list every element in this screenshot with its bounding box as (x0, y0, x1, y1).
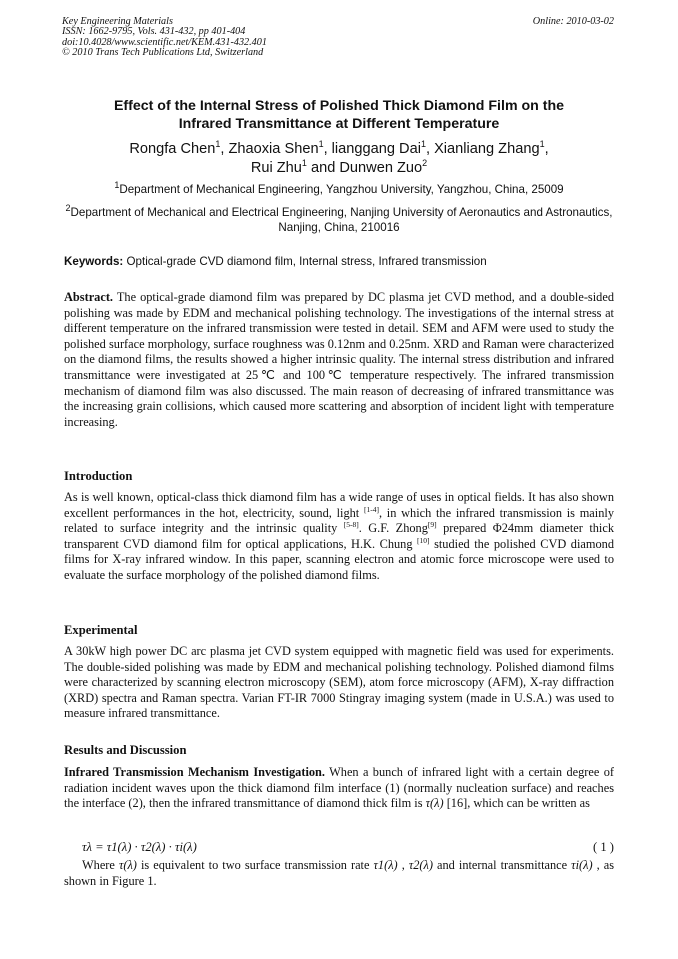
copyright-line: © 2010 Trans Tech Publications Ltd, Switzerland (62, 47, 264, 59)
author-affil-mark: 1 (318, 139, 324, 150)
affiliation-mark: 1 (114, 180, 120, 191)
experimental-paragraph: A 30kW high power DC arc plasma jet CVD system equipped with magnetic field was used for experiments. The double-sided polishing was made by EDM and mechanical polishing technology. Polished diamond films were characterized by scanning electron microscopy (SEM), atom force microscopy (AFM), X-ray diffraction (XRD) spectra and Raman spectra. Varian FT-IR 7000 Stingray imaging system (made in U.S.A.) was used to measure infrared transmittance. (64, 644, 614, 721)
affiliation-text: Department of Mechanical and Electrical Engineering, Nanjing University of Aeronautics and Astronautics, Nanjing, China, 210016 (70, 206, 613, 234)
where-text: , as shown in Figure 1. (64, 858, 615, 888)
author-affil-mark: 1 (301, 158, 307, 169)
author-name: , Zhaoxia Shen (220, 141, 319, 157)
title-line-2: Infrared Transmittance at Different Temperature (178, 116, 500, 132)
section-heading-experimental: Experimental (64, 623, 138, 637)
author-name: Rui Zhu (250, 160, 302, 176)
author-name: , Xianliang Zhang (425, 141, 540, 157)
math-symbol: τ2(λ) (408, 858, 433, 872)
author-affil-mark: 1 (539, 139, 545, 150)
author-separator: , (544, 141, 549, 157)
equation-1 (82, 839, 614, 855)
doi-line: doi:10.4028/www.scientific.net/KEM.431-432.401 (62, 36, 267, 48)
intro-text: prepared Φ24mm diameter thick transparent CVD diamond film for optical applications, H.K. Chung (64, 521, 614, 551)
math-symbol: τ1(λ) (373, 858, 398, 872)
author-name: , lianggang Dai (323, 141, 421, 157)
author-affil-mark: 1 (215, 139, 221, 150)
affiliation-2 (60, 203, 618, 235)
where-paragraph (64, 858, 614, 889)
keywords-label: Keywords: (64, 255, 124, 268)
where-text: and internal transmittance (433, 858, 572, 872)
affiliation-text: Department of Mechanical Engineering, Yangzhou University, Yangzhou, China, 25009 (119, 183, 564, 196)
intro-text: . G.F. Zhong (358, 521, 428, 536)
math-symbol: τ(λ) (425, 796, 444, 811)
section-heading-results: Results and Discussion (64, 743, 187, 757)
runin-heading: Infrared Transmission Mechanism Investigation. (64, 765, 325, 779)
results-text: [16], which can be written as (443, 796, 590, 811)
affiliation-mark: 2 (65, 203, 71, 214)
online-date: Online: 2010-03-02 (532, 16, 614, 27)
math-symbol: τi(λ) (571, 858, 593, 872)
where-text: , (397, 858, 409, 872)
introduction-paragraph (64, 490, 614, 584)
section-heading-introduction: Introduction (64, 469, 133, 483)
abstract (64, 290, 614, 430)
author-line-1 (60, 140, 618, 159)
intro-text: , in which the infrared transmission is mainly related to surface integrity and the intrinsic quality (64, 505, 614, 536)
where-text: is equivalent to two surface transmission rate (136, 858, 374, 872)
abstract-text: The optical-grade diamond film was prepared by DC plasma jet CVD method, and a double-sided polishing was made by EDM and mechanical polishing technology. The investigations of the internal stress at different temperature on the infrared transmission were tested in detail. SEM and AFM were used to study the polished surface morphology, surface roughness was 0.12nm and 0.25nm. XRD and Raman were characterized on the diamond films, the results showed a higher intrinsic quality. The internal stress distribution and infrared transmittance were investigated at 25℃ and 100℃ temperature respectively. The infrared transmission mechanism of diamond film was also discussed. The main reason of decreasing of infrared transmittance was the increasing grain collisions, which caused more scattering and absorption of incident light with temperature increasing. (64, 290, 614, 429)
equation-number: ( 1 ) (593, 840, 614, 854)
issn-line: ISSN: 1662-9795, Vols. 431-432, pp 401-404 (62, 26, 246, 38)
where-text: Where (82, 858, 119, 872)
paper-title (60, 97, 618, 133)
citation: [5-8] (343, 520, 359, 530)
abstract-label: Abstract. (64, 290, 114, 304)
results-paragraph (64, 765, 614, 812)
author-affil-mark: 2 (422, 158, 428, 169)
title-line-1: Effect of the Internal Stress of Polished Thick Diamond Film on the (113, 98, 565, 114)
author-line-2 (60, 159, 618, 178)
intro-text: As is well known, optical-class thick diamond film has a wide range of uses in optical fields. It has also shown excellent performances in the hot, electricity, sound, light (64, 490, 614, 520)
results-text: When a bunch of infrared light with a certain degree of radiation incident waves upon the thick diamond film interface (1) (normally nucleation surface) and reaches the interface (2), then the infrared transmittance of diamond thick film is (64, 765, 614, 811)
author-affil-mark: 1 (420, 139, 426, 150)
author-name: Rongfa Chen (129, 141, 216, 157)
keywords (64, 255, 614, 269)
author-list (60, 140, 618, 178)
math-symbol: τ(λ) (118, 858, 137, 872)
keywords-text: Optical-grade CVD diamond film, Internal stress, Infrared transmission (123, 255, 487, 268)
citation: [9] (427, 520, 437, 530)
intro-text: studied the polished CVD diamond films for X-ray infrared window. In this paper, scanning electron and atomic force microscope were used to evaluate the surface morphology of the polished diamond films. (64, 536, 615, 582)
citation: [1-4] (363, 504, 379, 514)
journal-header (62, 17, 267, 59)
affiliation-1 (60, 180, 618, 198)
citation: [10] (417, 535, 430, 545)
author-name: and Dunwen Zuo (306, 160, 423, 176)
journal-name: Key Engineering Materials (62, 16, 173, 27)
equation-expression: τλ = τ1(λ) · τ2(λ) · τi(λ) (82, 840, 197, 854)
